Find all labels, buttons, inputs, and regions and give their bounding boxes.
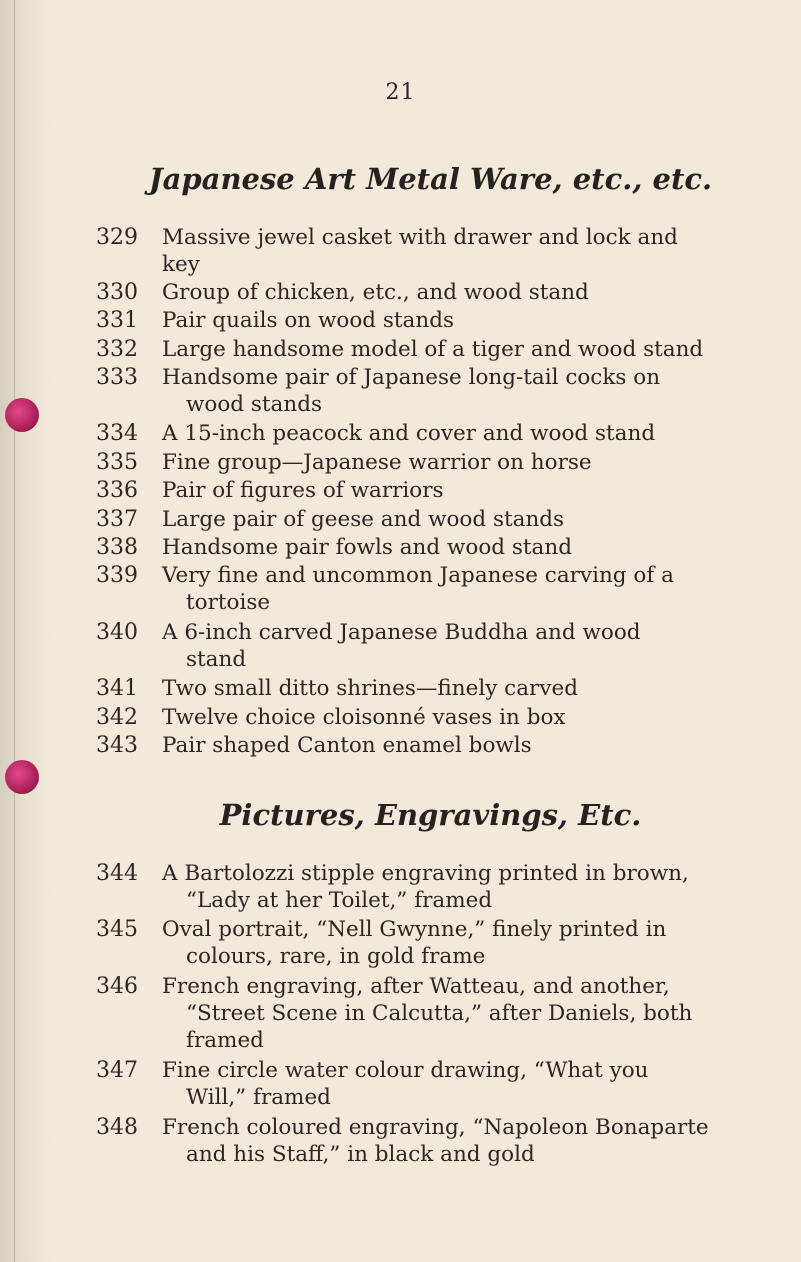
description-line: French engraving, after Watteau, and another,	[162, 974, 670, 999]
lot-description	[162, 860, 787, 914]
description-line: framed	[186, 1028, 264, 1053]
section-heading-metal-ware: Japanese Art Metal Ware, etc., etc.	[148, 162, 713, 196]
lot-number: 347	[96, 1058, 138, 1083]
lot-description	[162, 973, 787, 1054]
description-line: A Bartolozzi stipple engraving printed in brown,	[162, 861, 689, 886]
lot-description	[162, 562, 787, 616]
lot-description: Handsome pair fowls and wood stand	[162, 535, 572, 560]
page-number: 21	[385, 80, 416, 105]
lot-number: 346	[96, 974, 138, 999]
lot-description: Two small ditto shrines—finely carved	[162, 676, 578, 701]
lot-number: 336	[96, 478, 138, 503]
lot-number: 345	[96, 917, 138, 942]
lot-number: 335	[96, 450, 138, 475]
lot-number: 343	[96, 733, 138, 758]
lot-number: 329	[96, 225, 138, 250]
lot-description	[162, 916, 787, 970]
binding-hole	[5, 398, 39, 432]
lot-description: Pair of figures of warriors	[162, 478, 444, 503]
section-heading-pictures: Pictures, Engravings, Etc.	[219, 798, 642, 832]
lot-number: 332	[96, 337, 138, 362]
description-line: Fine circle water colour drawing, “What you	[162, 1058, 649, 1083]
lot-description: Group of chicken, etc., and wood stand	[162, 280, 589, 305]
lot-number: 338	[96, 535, 138, 560]
lot-number: 339	[96, 563, 138, 588]
lot-number: 333	[96, 365, 138, 390]
lot-description	[162, 619, 787, 673]
lot-description	[162, 1057, 787, 1111]
description-line: Massive jewel casket with drawer and lock and	[162, 225, 678, 250]
binding-line	[14, 0, 15, 1262]
description-line: and his Staff,” in black and gold	[186, 1142, 535, 1167]
lot-number: 342	[96, 705, 138, 730]
lot-description: Large pair of geese and wood stands	[162, 507, 565, 532]
description-line: Very fine and uncommon Japanese carving of a	[162, 563, 674, 588]
binding-margin	[0, 0, 52, 1262]
lot-number: 344	[96, 861, 138, 886]
lot-number: 330	[96, 280, 138, 305]
description-line: colours, rare, in gold frame	[186, 944, 486, 969]
binding-hole	[5, 760, 39, 794]
lot-description: Large handsome model of a tiger and wood stand	[162, 337, 704, 362]
lot-number: 348	[96, 1115, 138, 1140]
description-line: Will,” framed	[186, 1085, 331, 1110]
lot-description: Twelve choice cloisonné vases in box	[162, 705, 566, 730]
description-line: French coloured engraving, “Napoleon Bonaparte	[162, 1115, 709, 1140]
lot-number: 337	[96, 507, 138, 532]
lot-description	[162, 1114, 787, 1168]
lot-number: 340	[96, 620, 138, 645]
description-line: key	[162, 252, 200, 277]
description-line: “Street Scene in Calcutta,” after Daniels, both	[186, 1001, 693, 1026]
lot-description	[162, 364, 787, 418]
lot-description: Pair shaped Canton enamel bowls	[162, 733, 532, 758]
description-line: wood stands	[186, 392, 323, 417]
description-line: A 6-inch carved Japanese Buddha and wood	[162, 620, 641, 645]
description-line: “Lady at her Toilet,” framed	[186, 888, 493, 913]
lot-description	[162, 224, 787, 278]
lot-number: 331	[96, 308, 138, 333]
description-line: tortoise	[186, 590, 271, 615]
description-line: Oval portrait, “Nell Gwynne,” finely printed in	[162, 917, 667, 942]
lot-description: A 15-inch peacock and cover and wood stand	[162, 421, 656, 446]
lot-number: 334	[96, 421, 138, 446]
description-line: Handsome pair of Japanese long-tail cocks on	[162, 365, 661, 390]
lot-description: Pair quails on wood stands	[162, 308, 455, 333]
lot-number: 341	[96, 676, 138, 701]
description-line: stand	[186, 647, 247, 672]
lot-description: Fine group—Japanese warrior on horse	[162, 450, 592, 475]
